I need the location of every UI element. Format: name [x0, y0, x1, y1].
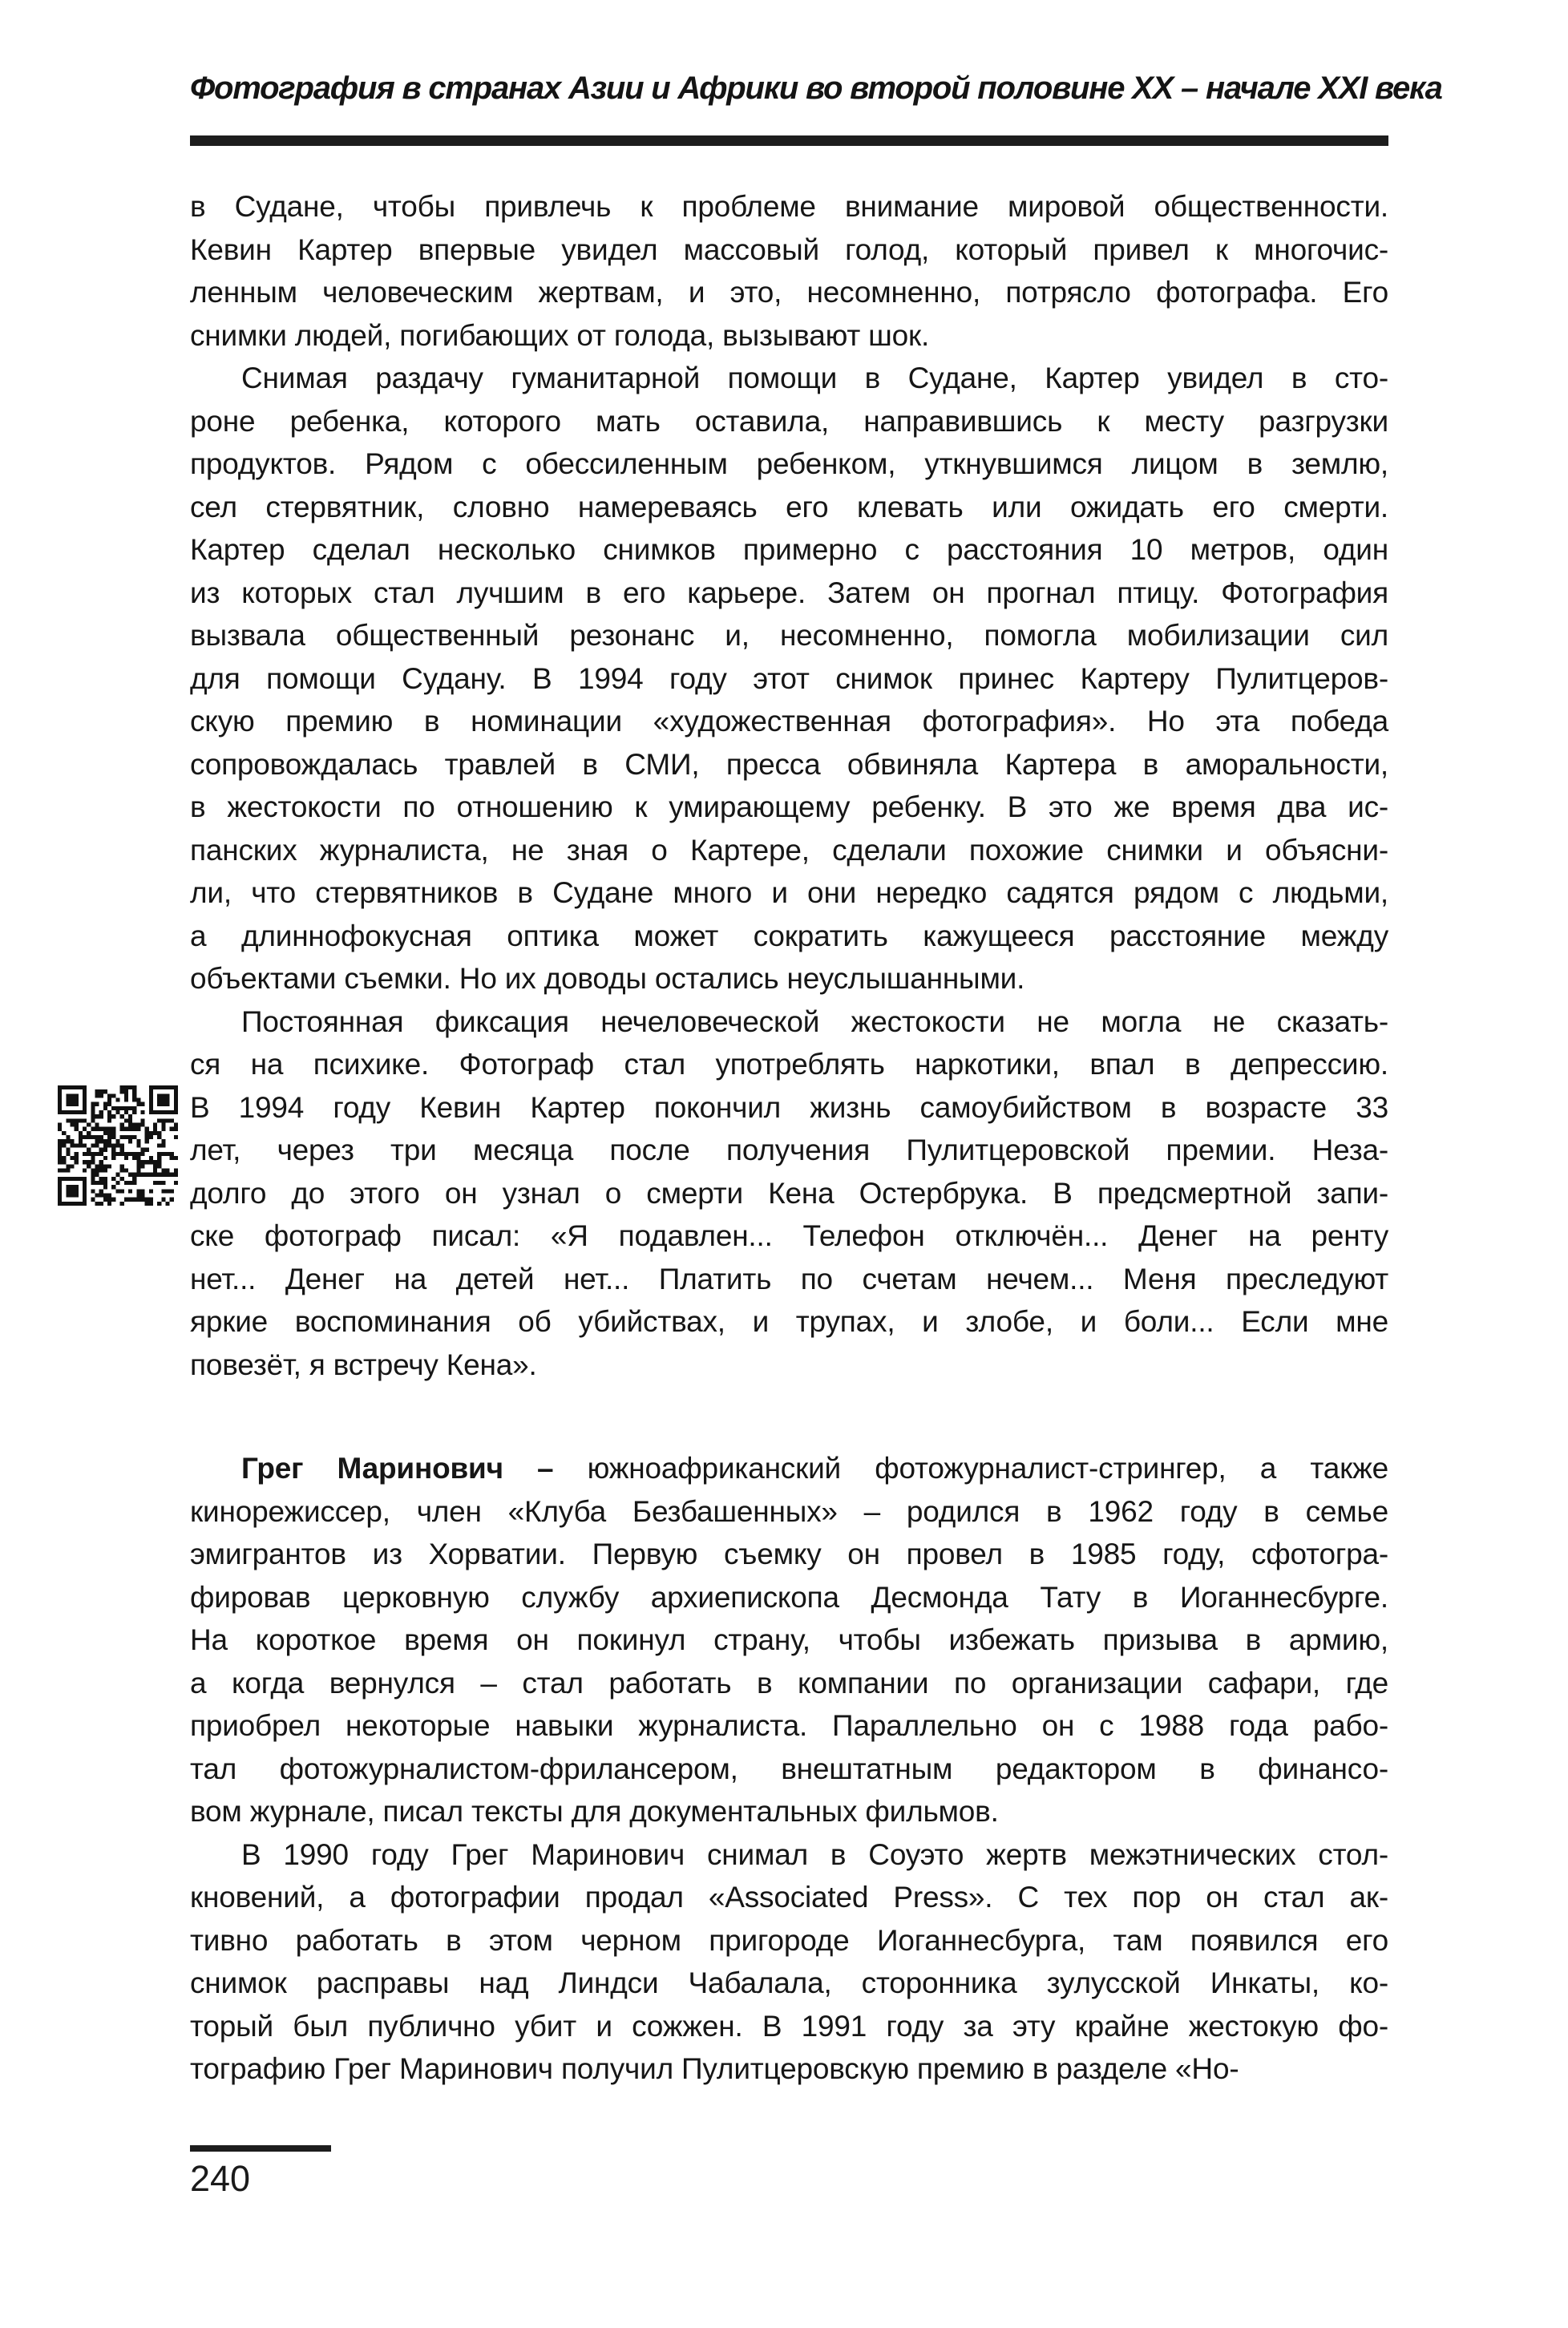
text-line: вызвала общественный резонанс и, несомненно, помогла мобилизации сил	[190, 619, 1388, 652]
text-line: для помощи Судану. В 1994 году этот снимок принес Картеру Пулитцеров-	[190, 661, 1388, 695]
text-line: кинорежиссер, член «Клуба Безбашенных» – родился в 1962 году в семье	[190, 1494, 1388, 1528]
text-line: ся на психике. Фотограф стал употреблять наркотики, впал в депрессию.	[190, 1048, 1388, 1081]
text-line: повезёт, я встречу Кена».	[190, 1348, 537, 1381]
text-line: яркие воспоминания об убийствах, и трупах, и злобе, и боли... Если мне	[190, 1305, 1388, 1338]
text-line: фировав церковную службу архиепископа Десмонда Тату в Иоганнесбурге.	[190, 1580, 1388, 1614]
text-line: кновений, а фотографии продал «Associated Press». С тех пор он стал ак-	[190, 1881, 1388, 1914]
text-line: снимки людей, погибающих от голода, вызывают шок.	[190, 318, 930, 352]
text-line: скую премию в номинации «художественная фотография». Но эта победа	[190, 705, 1388, 738]
text-line: Снимая раздачу гуманитарной помощи в Судане, Картер увидел в сто-	[241, 362, 1388, 394]
text-line: в жестокости по отношению к умирающему ребенку. В это же время два ис-	[190, 790, 1388, 823]
text-line: сопровождалась травлей в СМИ, пресса обвиняла Картера в аморальности,	[190, 747, 1388, 781]
text-line: лет, через три месяца после получения Пулитцеровской премии. Неза-	[190, 1134, 1388, 1166]
text-line: В 1994 году Кевин Картер покончил жизнь самоубийством в возрасте 33	[190, 1090, 1388, 1124]
text-line: ске фотограф писал: «Я подавлен... Телефон отключён... Денег на ренту	[190, 1219, 1388, 1252]
text-line: долго до этого он узнал о смерти Кена Остербрука. В предсмертной запи-	[190, 1176, 1388, 1210]
text-line: вом журнале, писал тексты для документальных фильмов.	[190, 1795, 999, 1828]
text-line: В 1990 году Грег Маринович снимал в Соуэто жертв межэтнических стол-	[241, 1837, 1388, 1871]
text-line: снимок расправы над Линдси Чабалала, сторонника зулусской Инкаты, ко-	[190, 1966, 1388, 1999]
text-line: Картер сделал несколько снимков примерно с расстояния 10 метров, один	[190, 533, 1388, 566]
text-line: торый был публично убит и сожжен. В 1991 году за эту крайне жестокую фо-	[190, 2009, 1388, 2043]
text-line: эмигрантов из Хорватии. Первую съемку он провел в 1985 году, сфотогра-	[190, 1538, 1388, 1570]
text-line: ли, что стервятников в Судане много и они нередко садятся рядом с людьми,	[190, 876, 1388, 909]
text-line: объектами съемки. Но их доводы остались неуслышанными.	[190, 962, 1025, 995]
qr-code-icon	[58, 1085, 178, 1206]
text-line: Кевин Картер впервые увидел массовый голод, который привел к многочис-	[190, 232, 1388, 266]
text-line: а когда вернулся – стал работать в компании по организации сафари, где	[190, 1666, 1388, 1700]
text-line: приобрел некоторые навыки журналиста. Параллельно он с 1988 года рабо-	[190, 1709, 1388, 1742]
text-line: тографию Грег Маринович получил Пулитцеровскую премию в разделе «Но-	[190, 2052, 1239, 2085]
article-body	[190, 185, 1388, 2091]
text-line: роне ребенка, которого мать оставила, направившись к месту разгрузки	[190, 404, 1388, 438]
footer-rule-divider	[190, 2145, 331, 2152]
text-line: из которых стал лучшим в его карьере. Затем он прогнал птицу. Фотография	[190, 576, 1388, 609]
text-line: ленным человеческим жертвам, и это, несомненно, потрясло фотографа. Его	[190, 276, 1388, 309]
text-line: а длиннофокусная оптика может сократить кажущееся расстояние между	[190, 919, 1388, 952]
text-line: сел стервятник, словно намереваясь его клевать или ожидать его смерти.	[190, 490, 1388, 523]
text-line: Грег Маринович – южноафриканский фотожурналист-стрингер, а также	[241, 1452, 1388, 1485]
page-number: 240	[190, 2158, 251, 2199]
running-header: Фотография в странах Азии и Африки во второй половине XX – начале XXI века	[190, 71, 1442, 106]
header-rule-divider	[190, 135, 1388, 146]
text-line: нет... Денег на детей нет... Платить по счетам нечем... Меня преследуют	[190, 1262, 1388, 1295]
text-line: продуктов. Рядом с обессиленным ребенком, уткнувшимся лицом в землю,	[190, 447, 1388, 480]
text-line: Постоянная фиксация нечеловеческой жестокости не могла не сказать-	[241, 1004, 1388, 1038]
text-line: панских журналиста, не зная о Картере, сделали похожие снимки и объясни-	[190, 833, 1388, 867]
text-line: На короткое время он покинул страну, чтобы избежать призыва в армию,	[190, 1623, 1388, 1656]
text-line: тивно работать в этом черном пригороде Иоганнесбурга, там появился его	[190, 1923, 1388, 1957]
text-line: в Судане, чтобы привлечь к проблеме внимание мировой общественности.	[190, 190, 1388, 223]
text-line: тал фотожурналистом-фрилансером, внештатным редактором в финансо-	[190, 1752, 1388, 1785]
